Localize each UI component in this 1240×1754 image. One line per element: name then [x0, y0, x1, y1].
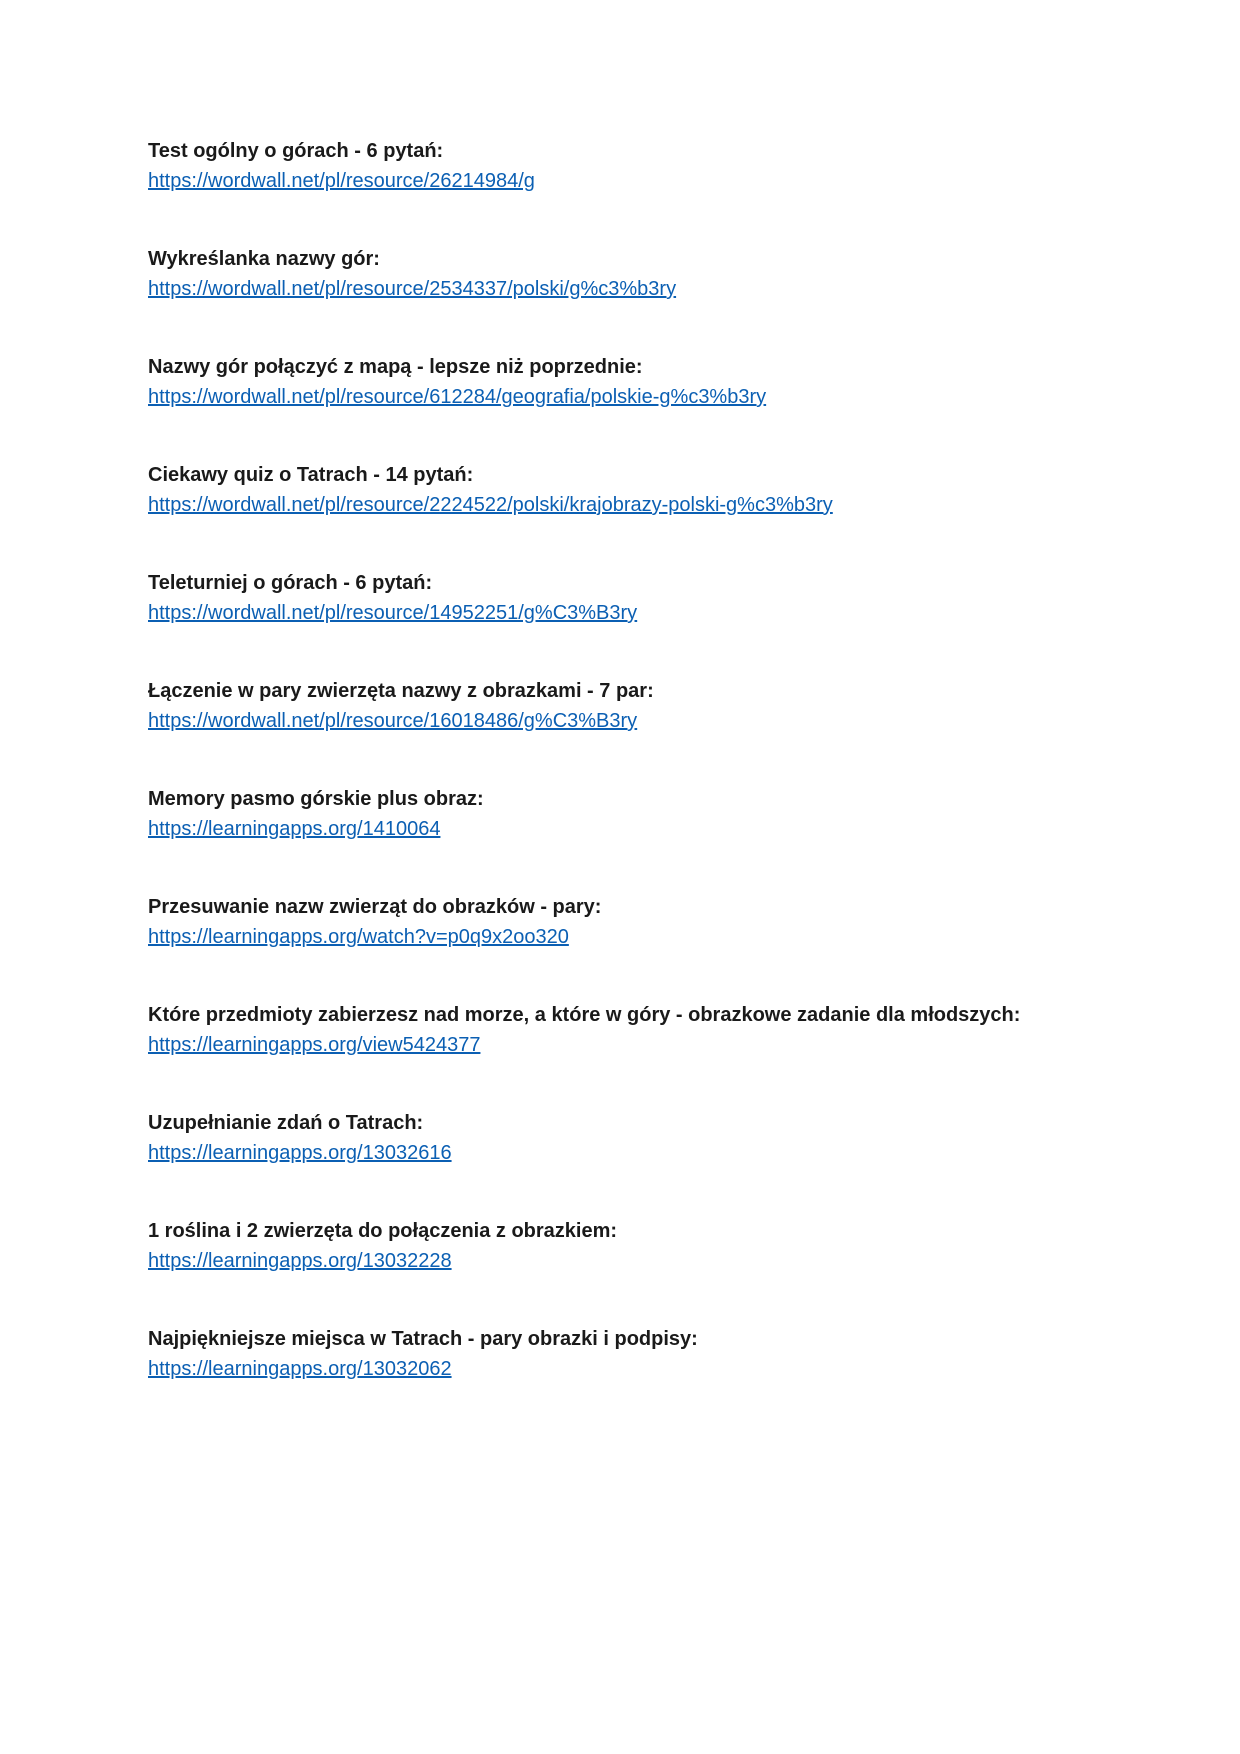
- resource-list: [148, 136, 1148, 1432]
- entry-title: 1 roślina i 2 zwierzęta do połączenia z obrazkiem:: [148, 1220, 618, 1242]
- entry-link[interactable]: https://learningapps.org/13032228: [148, 1250, 452, 1272]
- list-item: [148, 892, 1148, 1000]
- list-item: [148, 244, 1148, 352]
- entry-link[interactable]: https://wordwall.net/pl/resource/612284/geografia/polskie-g%c3%b3ry: [148, 386, 767, 408]
- list-item: [148, 676, 1148, 784]
- entry-title: Łączenie w pary zwierzęta nazwy z obrazkami - 7 par:: [148, 680, 654, 702]
- entry-link[interactable]: https://learningapps.org/13032616: [148, 1142, 452, 1164]
- entry-title: Ciekawy quiz o Tatrach - 14 pytań:: [148, 464, 474, 486]
- list-item: [148, 568, 1148, 676]
- entry-title: Teleturniej o górach - 6 pytań:: [148, 572, 433, 594]
- entry-title: Najpiękniejsze miejsca w Tatrach - pary obrazki i podpisy:: [148, 1328, 698, 1350]
- entry-link[interactable]: https://learningapps.org/1410064: [148, 818, 441, 840]
- list-item: [148, 1324, 1148, 1432]
- entry-link[interactable]: https://wordwall.net/pl/resource/26214984/g: [148, 170, 535, 192]
- list-item: [148, 352, 1148, 460]
- entry-title: Memory pasmo górskie plus obraz:: [148, 788, 484, 810]
- entry-title: Nazwy gór połączyć z mapą - lepsze niż poprzednie:: [148, 356, 643, 378]
- entry-link[interactable]: https://learningapps.org/view5424377: [148, 1034, 481, 1056]
- list-item: [148, 1000, 1148, 1108]
- entry-link[interactable]: https://wordwall.net/pl/resource/16018486/g%C3%B3ry: [148, 710, 638, 732]
- list-item: [148, 1108, 1148, 1216]
- entry-link[interactable]: https://learningapps.org/13032062: [148, 1358, 452, 1380]
- list-item: [148, 784, 1148, 892]
- entry-link[interactable]: https://learningapps.org/watch?v=p0q9x2oo320: [148, 926, 569, 948]
- entry-link[interactable]: https://wordwall.net/pl/resource/2534337/polski/g%c3%b3ry: [148, 278, 677, 300]
- list-item: [148, 1216, 1148, 1324]
- entry-title: Które przedmioty zabierzesz nad morze, a które w góry - obrazkowe zadanie dla młodszych:: [148, 1004, 1021, 1026]
- entry-title: Test ogólny o górach - 6 pytań:: [148, 140, 444, 162]
- list-item: [148, 136, 1148, 244]
- entry-link[interactable]: https://wordwall.net/pl/resource/2224522/polski/krajobrazy-polski-g%c3%b3ry: [148, 494, 833, 516]
- entry-title: Uzupełnianie zdań o Tatrach:: [148, 1112, 424, 1134]
- entry-title: Wykreślanka nazwy gór:: [148, 248, 380, 270]
- entry-title: Przesuwanie nazw zwierząt do obrazków - pary:: [148, 896, 602, 918]
- entry-link[interactable]: https://wordwall.net/pl/resource/14952251/g%C3%B3ry: [148, 602, 638, 624]
- list-item: [148, 460, 1148, 568]
